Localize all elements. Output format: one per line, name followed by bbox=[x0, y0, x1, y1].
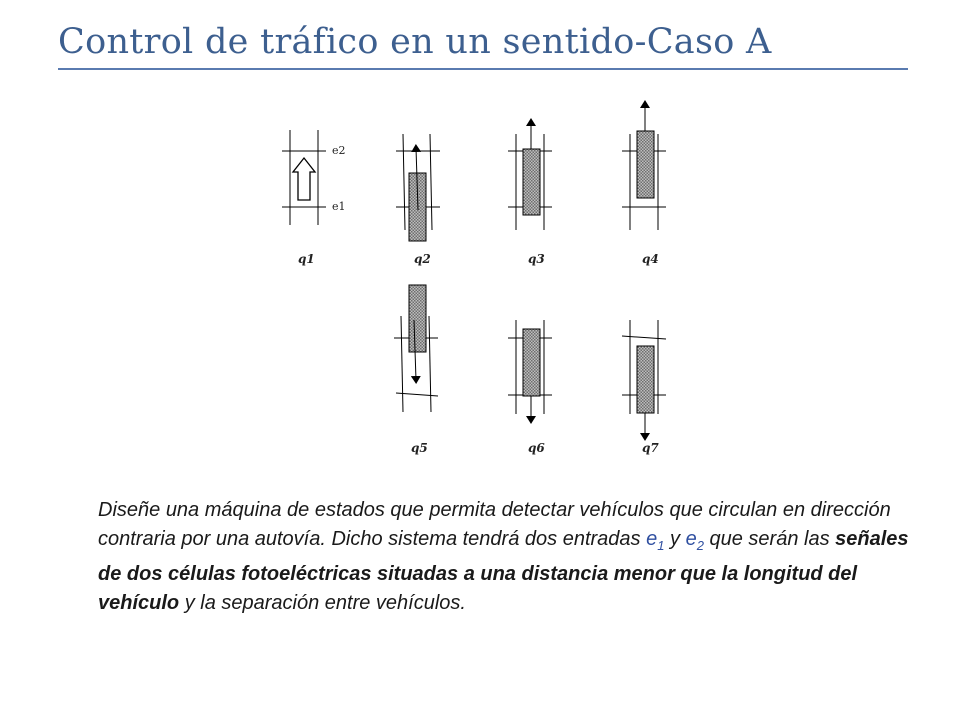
signal-e2-base: e bbox=[685, 528, 697, 550]
state-label-q3: q3 bbox=[528, 252, 545, 266]
state-label-q4: q4 bbox=[642, 252, 659, 266]
sensor-label-e1: e1 bbox=[332, 200, 346, 213]
state-label-q1: q1 bbox=[298, 252, 315, 266]
vehicle-q6 bbox=[523, 329, 540, 396]
lane-q6 bbox=[508, 320, 552, 420]
state-label-q2: q2 bbox=[414, 252, 431, 266]
problem-description bbox=[98, 496, 918, 618]
direction-arrow-icon bbox=[293, 158, 315, 200]
lane-q3 bbox=[508, 122, 552, 230]
signal-e1 bbox=[646, 528, 665, 553]
signal-e2 bbox=[685, 528, 704, 553]
desc-text-1: Diseñe una máquina de estados que permita detectar vehículos que circulan en dirección contraria por una autovía. Dicho sistema tendrá dos entradas bbox=[98, 499, 891, 550]
signal-e1-subscript: 1 bbox=[657, 538, 665, 553]
lane-q4 bbox=[622, 104, 666, 230]
vehicle-q7 bbox=[637, 346, 654, 413]
vehicle-q5 bbox=[409, 285, 426, 352]
state-label-q5: q5 bbox=[411, 441, 428, 455]
lane-q1 bbox=[282, 130, 326, 225]
desc-text-2: y bbox=[664, 528, 686, 550]
slide-title: Control de tráfico en un sentido-Caso A bbox=[58, 22, 772, 62]
lane-q2 bbox=[396, 134, 440, 241]
signal-e1-base: e bbox=[646, 528, 658, 550]
desc-bold-sensors: señales de dos células fotoeléctricas situadas a una distancia menor que la longitud del vehículo bbox=[98, 528, 909, 614]
desc-text-3: que serán las bbox=[703, 528, 836, 550]
vehicle-q4 bbox=[637, 131, 654, 198]
state-label-q6: q6 bbox=[528, 441, 545, 455]
state-label-q7: q7 bbox=[642, 441, 659, 455]
signal-e2-subscript: 2 bbox=[696, 538, 704, 553]
lane-q7 bbox=[622, 320, 666, 437]
desc-text-4: y la separación entre vehículos. bbox=[179, 592, 466, 614]
lane-q5 bbox=[394, 285, 438, 412]
vehicle-q3 bbox=[523, 149, 540, 215]
sensor-label-e2: e2 bbox=[332, 144, 346, 157]
